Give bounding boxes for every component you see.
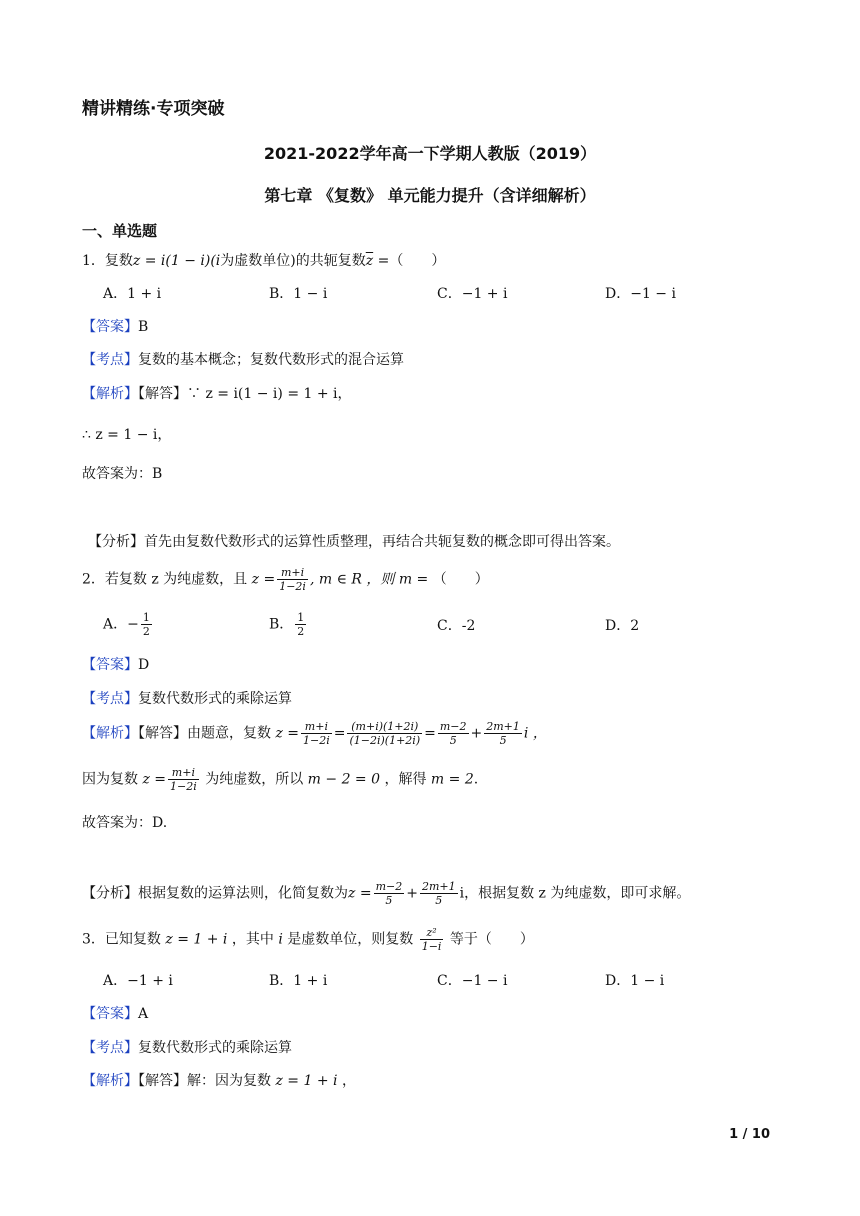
q2-sol-frac-4-den: 5 bbox=[499, 734, 507, 747]
q2-domain: , m ∈ R ，则 bbox=[309, 571, 395, 588]
q2-sol2-frac-num: m+i bbox=[168, 766, 199, 780]
q1-solution-line-1 bbox=[82, 383, 352, 403]
q2-frac-den: 1−2i bbox=[279, 580, 306, 593]
q2-solution-line-3: 故答案为：D. bbox=[82, 815, 168, 831]
answer-tag: 【答案】 bbox=[82, 657, 138, 673]
q1-stem-end: =（ ） bbox=[373, 253, 446, 269]
q3-solution-end: ， bbox=[341, 1073, 356, 1089]
q2-solution-z: z = bbox=[275, 725, 300, 742]
q3-stem-text-3: 是虚数单位，则复数 bbox=[287, 931, 414, 948]
section-heading: 一、单选题 bbox=[82, 222, 158, 240]
q1-conjugate: $\overline{z}$ bbox=[365, 253, 374, 269]
q2-an-frac-1-num: m−2 bbox=[375, 880, 403, 893]
q1-solution-text-1: 【解答】∵ z = i(1 − i) = 1 + i， bbox=[138, 386, 352, 402]
q2-solution-line-1: 【解析】【解答】由题意，复数 z = $\frac{m+i}{1-2i}$ = $\frac{(m+i)(1+2i)}{(1-2i)(1+2i)}$ = $\frac{m-2}{5}$ + $\frac{2m+1}{5}$ i ， bbox=[82, 720, 547, 747]
q3-stem bbox=[82, 926, 534, 953]
q2-sol-frac-4 bbox=[484, 720, 522, 747]
q2-solution-2-mid2: ，解得 bbox=[384, 771, 427, 788]
q1-option-a: A．1 + i bbox=[103, 286, 162, 302]
q3-frac-num: z² bbox=[420, 926, 444, 940]
q2-frac-num: m+i bbox=[277, 566, 308, 580]
q3-stem-end: 等于（ ） bbox=[449, 931, 534, 948]
q2-point-text: 复数代数形式的乘除运算 bbox=[138, 691, 292, 707]
q1-answer-value: B bbox=[138, 319, 149, 335]
q3-point-text: 复数代数形式的乘除运算 bbox=[138, 1040, 292, 1056]
q3-solution-line-1 bbox=[82, 1070, 356, 1090]
q1-stem bbox=[82, 250, 445, 270]
q3-answer-value: A bbox=[138, 1006, 149, 1022]
q2-option-d: D．2 bbox=[605, 618, 640, 634]
q2-option-a-num: 1 bbox=[142, 611, 150, 624]
answer-tag: 【答案】 bbox=[82, 319, 138, 335]
q1-option-c: C．−1 + i bbox=[437, 286, 508, 302]
q2-option-b-label: B． bbox=[269, 616, 294, 633]
page-number: 1 / 10 bbox=[729, 1127, 770, 1142]
q2-sol2-frac-den: 1−2i bbox=[170, 780, 197, 793]
q1-solution-line-2: ∴ z = 1 − i， bbox=[82, 427, 172, 443]
q2-solution-2-end: . bbox=[473, 771, 479, 788]
q2-an-frac-2-den: 5 bbox=[435, 894, 443, 907]
q2-an-frac-1-den: 5 bbox=[385, 894, 393, 907]
q2-sol-frac-3-num: m−2 bbox=[439, 720, 467, 733]
q2-option-a bbox=[103, 611, 154, 638]
q2-point bbox=[82, 688, 292, 708]
q3-stem-text: 3．已知复数 bbox=[82, 931, 161, 948]
q2-solution-2-mid: 为纯虚数，所以 bbox=[205, 771, 304, 788]
analysis-tag: 【解析】 bbox=[82, 725, 138, 742]
q2-option-a-frac bbox=[141, 611, 152, 638]
q3-stem-text-2: ，其中 bbox=[231, 931, 274, 948]
q2-solution-2-pre: 因为复数 bbox=[82, 771, 138, 788]
q2-option-b bbox=[269, 611, 308, 638]
analysis-tag: 【解析】 bbox=[82, 1073, 138, 1089]
analysis2-tag: 【分析】 bbox=[82, 885, 138, 902]
q2-sol-frac-3-den: 5 bbox=[449, 734, 457, 747]
q2-option-b-num: 1 bbox=[297, 611, 305, 624]
q2-m: m = bbox=[398, 571, 429, 588]
q2-analysis-tail: i，根据复数 z 为纯虚数，即可求解。 bbox=[459, 885, 691, 902]
q2-answer-value: D bbox=[138, 657, 150, 673]
point-tag: 【考点】 bbox=[82, 352, 138, 368]
q2-solution-2-result: m = 2 bbox=[430, 771, 474, 788]
q1-option-b: B．1 − i bbox=[269, 286, 328, 302]
q2-answer bbox=[82, 654, 149, 674]
q2-z: z = bbox=[251, 571, 276, 588]
q2-an-frac-2-num: 2m+1 bbox=[421, 880, 456, 893]
point-tag: 【考点】 bbox=[82, 1040, 138, 1056]
q1-option-d: D．−1 − i bbox=[605, 286, 676, 302]
q3-fraction bbox=[420, 926, 444, 953]
q2-analysis-pre: 根据复数的运算法则，化简复数为 bbox=[138, 885, 348, 902]
q3-solution-z: z = 1 + i bbox=[275, 1073, 338, 1089]
q1-analysis-text: 首先由复数代数形式的运算性质整理，再结合共轭复数的概念即可得出答案。 bbox=[144, 534, 620, 550]
q2-sol-frac-1-num: m+i bbox=[301, 720, 332, 734]
q2-sol-frac-2-num: (m+i)(1+2i) bbox=[347, 720, 422, 734]
q1-answer bbox=[82, 316, 148, 336]
q2-solution-pre: 【解答】由题意，复数 bbox=[138, 725, 271, 742]
q1-analysis bbox=[88, 531, 620, 551]
q3-solution-pre: 【解答】解：因为复数 bbox=[138, 1073, 271, 1089]
q3-answer bbox=[82, 1003, 148, 1023]
q2-solution-line-2 bbox=[82, 766, 478, 793]
q2-stem-text: 2．若复数 z 为纯虚数，且 bbox=[82, 571, 248, 588]
analysis-tag: 【解析】 bbox=[82, 386, 138, 402]
q3-option-b: B．1 + i bbox=[269, 973, 328, 989]
q2-option-b-frac bbox=[295, 611, 306, 638]
q3-option-c: C．−1 − i bbox=[437, 973, 508, 989]
q2-sol-frac-1-den: 1−2i bbox=[303, 734, 330, 747]
q2-option-a-label: A．− bbox=[103, 616, 139, 633]
q3-formula: z = 1 + i bbox=[165, 931, 228, 948]
q2-option-c: C．-2 bbox=[437, 618, 476, 634]
q2-solution-tail: i ， bbox=[523, 725, 547, 742]
analysis2-tag: 【分析】 bbox=[88, 534, 144, 550]
brand-heading: 精讲精练·专项突破 bbox=[82, 99, 225, 119]
q2-stem-end: （ ） bbox=[432, 571, 489, 588]
q2-solution-2-z: z = bbox=[142, 771, 167, 788]
q1-stem-text: 1．复数 bbox=[82, 253, 133, 269]
point-tag: 【考点】 bbox=[82, 691, 138, 707]
q1-stem-text-2: 为虚数单位)的共轭复数 bbox=[220, 253, 366, 269]
q2-sol-frac-3 bbox=[438, 720, 469, 747]
q2-an-frac-1 bbox=[374, 880, 405, 907]
q2-stem bbox=[82, 566, 489, 593]
q2-analysis: 【分析】根据复数的运算法则，化简复数为z = $\frac{m-2}{5}$ + $\frac{2m+1}{5}$ i，根据复数 z 为纯虚数，即可求解。 bbox=[82, 880, 691, 907]
q2-sol-frac-2-den: (1−2i)(1+2i) bbox=[349, 734, 421, 747]
q2-sol-frac-4-num: 2m+1 bbox=[486, 720, 520, 733]
q2-option-a-den: 2 bbox=[142, 625, 150, 638]
document-subtitle: 2021-2022学年高一下学期人教版（2019） bbox=[263, 144, 597, 163]
q2-an-frac-2 bbox=[420, 880, 458, 907]
q3-option-d: D．1 − i bbox=[605, 973, 665, 989]
document-title: 第七章 《复数》 单元能力提升（含详细解析） bbox=[264, 186, 596, 205]
q2-solution-2-eq: m − 2 = 0 bbox=[307, 771, 381, 788]
q2-sol-frac-2 bbox=[347, 720, 422, 747]
q2-analysis-z: z = bbox=[348, 885, 372, 902]
q1-point-text: 复数的基本概念；复数代数形式的混合运算 bbox=[138, 352, 404, 368]
q1-formula: z = i(1 − i)(i bbox=[132, 253, 221, 269]
q1-point bbox=[82, 349, 404, 369]
q3-point bbox=[82, 1037, 292, 1057]
q2-fraction bbox=[277, 566, 308, 593]
q2-sol-frac-1 bbox=[301, 720, 332, 747]
q2-sol2-frac bbox=[168, 766, 199, 793]
q3-option-a: A．−1 + i bbox=[103, 973, 173, 989]
q3-i: i bbox=[278, 931, 283, 948]
q3-frac-den: 1−i bbox=[421, 940, 442, 953]
q2-option-b-den: 2 bbox=[297, 625, 305, 638]
answer-tag: 【答案】 bbox=[82, 1006, 138, 1022]
q1-solution-line-3: 故答案为：B bbox=[82, 466, 163, 482]
